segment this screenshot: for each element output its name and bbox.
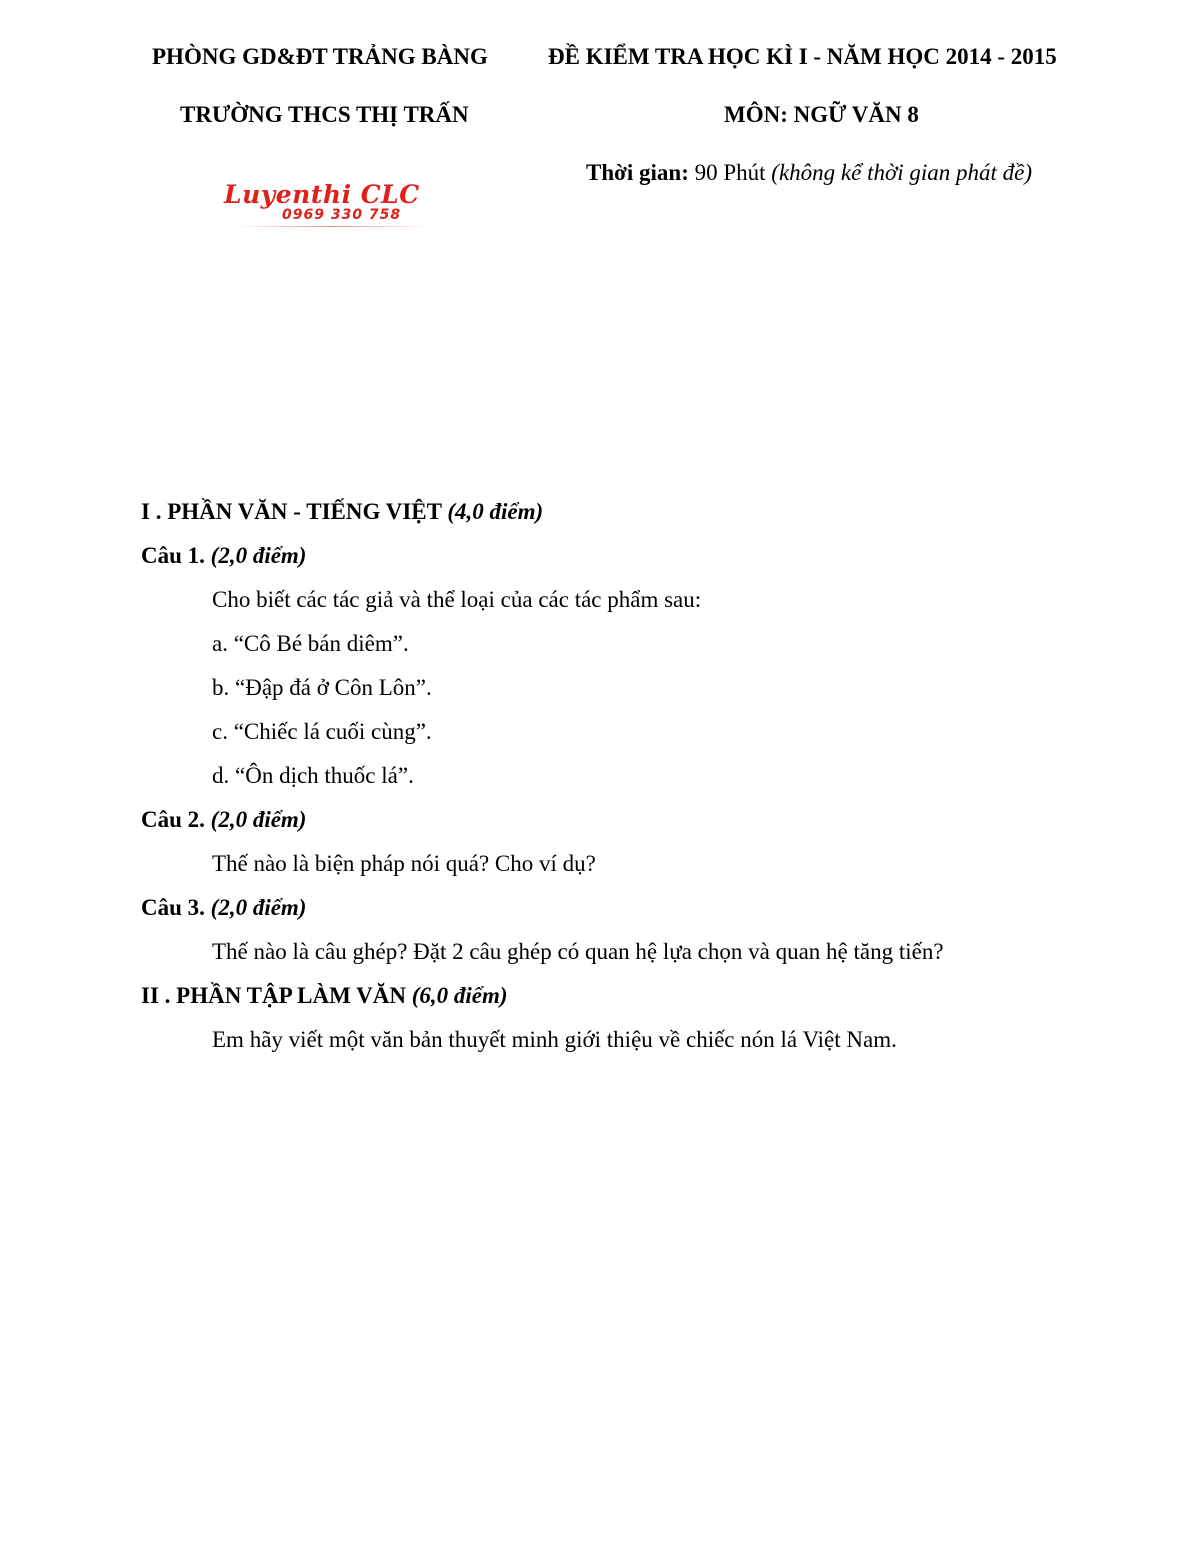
question-1-label: Câu 1. bbox=[141, 543, 205, 568]
subject: MÔN: NGỮ VĂN 8 bbox=[724, 102, 919, 127]
question-3-points: (2,0 điểm) bbox=[204, 895, 307, 920]
section-1-heading bbox=[141, 499, 543, 525]
logo-name: Luyenthi CLC bbox=[224, 180, 420, 209]
exam-title: ĐỀ KIỂM TRA HỌC KÌ I - NĂM HỌC 2014 - 2015 bbox=[548, 44, 1057, 69]
section-2-points: (6,0 điểm) bbox=[411, 983, 508, 1008]
logo-underline bbox=[232, 226, 432, 227]
question-1-item-b: b. “Đập đá ở Côn Lôn”. bbox=[212, 675, 432, 700]
question-1-item-a: a. “Cô Bé bán diêm”. bbox=[212, 631, 409, 656]
question-3-heading bbox=[141, 895, 306, 921]
department-name: PHÒNG GD&ĐT TRẢNG BÀNG bbox=[152, 44, 488, 69]
question-2-heading bbox=[141, 807, 306, 833]
section-1-points: (4,0 điểm) bbox=[447, 499, 544, 524]
question-3-prompt: Thế nào là câu ghép? Đặt 2 câu ghép có quan hệ lựa chọn và quan hệ tăng tiến? bbox=[212, 939, 944, 964]
section-2-title: II . PHẦN TẬP LÀM VĂN bbox=[141, 983, 412, 1008]
section-1-title: I . PHẦN VĂN - TIẾNG VIỆT bbox=[141, 499, 448, 524]
time-label: Thời gian: bbox=[586, 160, 689, 185]
question-1-item-d: d. “Ôn dịch thuốc lá”. bbox=[212, 763, 414, 788]
question-1-item-c: c. “Chiếc lá cuối cùng”. bbox=[212, 719, 432, 744]
question-2-label: Câu 2. bbox=[141, 807, 205, 832]
question-1-heading bbox=[141, 543, 306, 569]
section-2-heading bbox=[141, 983, 508, 1009]
section-2-prompt: Em hãy viết một văn bản thuyết minh giới thiệu về chiếc nón lá Việt Nam. bbox=[212, 1027, 897, 1052]
logo-phone: 0969 330 758 bbox=[282, 207, 402, 223]
time-value: 90 Phút bbox=[688, 160, 772, 185]
exam-duration bbox=[586, 160, 1032, 186]
question-1-prompt: Cho biết các tác giả và thể loại của các tác phẩm sau: bbox=[212, 587, 702, 612]
question-1-points: (2,0 điểm) bbox=[204, 543, 307, 568]
question-2-prompt: Thế nào là biện pháp nói quá? Cho ví dụ? bbox=[212, 851, 596, 876]
question-3-label: Câu 3. bbox=[141, 895, 205, 920]
school-name: TRƯỜNG THCS THỊ TRẤN bbox=[180, 102, 469, 127]
question-2-points: (2,0 điểm) bbox=[204, 807, 307, 832]
luyenthi-logo bbox=[222, 180, 442, 228]
time-note: (không kể thời gian phát đề) bbox=[771, 160, 1033, 185]
